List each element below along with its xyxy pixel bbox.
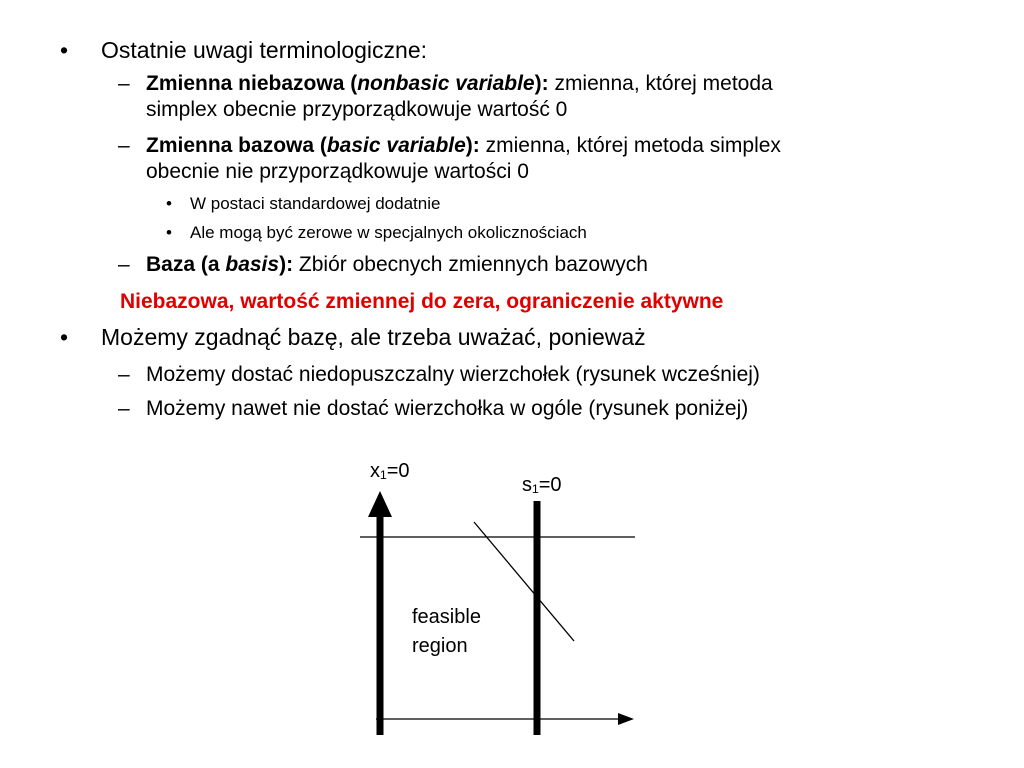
term-bold-close: ): <box>279 253 294 276</box>
bullet-text-terminology: Ostatnie uwagi terminologiczne: <box>101 37 427 63</box>
sub-bullet-infeasible: Możemy dostać niedopuszczalny wierzchołek (rysunek wcześniej) <box>146 363 760 386</box>
highlight-note: Niebazowa, wartość zmiennej do zera, ograniczenie aktywne <box>120 290 724 313</box>
definition-text: Zbiór obecnych zmiennych bazowych <box>293 253 648 276</box>
term-bold: Baza (a <box>146 253 226 276</box>
bullet-marker: • <box>166 194 172 213</box>
bullet-marker: • <box>60 324 69 350</box>
term-english: nonbasic variable <box>357 72 535 95</box>
bullet-text-guess-basis: Możemy zgadnąć bazę, ale trzeba uważać, ponieważ <box>101 324 646 350</box>
term-bold: Zmienna niebazowa ( <box>146 72 358 95</box>
bullet-marker: • <box>166 223 172 242</box>
dash-marker: – <box>118 253 130 276</box>
sub-bullet-nonbasic <box>146 71 773 97</box>
x-axis-arrowhead <box>618 713 634 725</box>
sub-bullet-basic-line2: obecnie nie przyporządkowuje wartości 0 <box>146 160 529 183</box>
term-bold-close: ): <box>465 134 480 157</box>
term-english: basis <box>225 253 280 276</box>
diagonal-constraint-line <box>474 522 574 641</box>
sub-bullet-basic <box>146 133 781 159</box>
term-bold: Zmienna bazowa ( <box>146 134 327 157</box>
s1-zero-label: s₁=0 <box>522 474 562 496</box>
definition-text: zmienna, której metoda <box>548 72 773 95</box>
x1-zero-label: x₁=0 <box>370 460 410 482</box>
bullet-marker: • <box>60 37 69 63</box>
sub-sub-bullet-positive: W postaci standardowej dodatnie <box>190 194 441 213</box>
region-label: region <box>412 635 468 657</box>
sub-bullet-no-vertex: Możemy nawet nie dostać wierzchołka w ogóle (rysunek poniżej) <box>146 397 749 420</box>
feasible-region-diagram <box>352 445 642 745</box>
dash-marker: – <box>118 72 130 95</box>
sub-bullet-basis <box>146 252 648 278</box>
definition-text: zmienna, której metoda simplex <box>479 134 781 157</box>
x1-axis-arrowhead <box>368 491 392 517</box>
dash-marker: – <box>118 134 130 157</box>
feasible-label: feasible <box>412 606 481 628</box>
term-bold-close: ): <box>534 72 549 95</box>
dash-marker: – <box>118 397 130 420</box>
sub-bullet-nonbasic-line2: simplex obecnie przyporządkowuje wartość 0 <box>146 98 568 121</box>
sub-sub-bullet-zero: Ale mogą być zerowe w specjalnych okolicznościach <box>190 223 587 242</box>
dash-marker: – <box>118 363 130 386</box>
term-english: basic variable <box>326 134 466 157</box>
